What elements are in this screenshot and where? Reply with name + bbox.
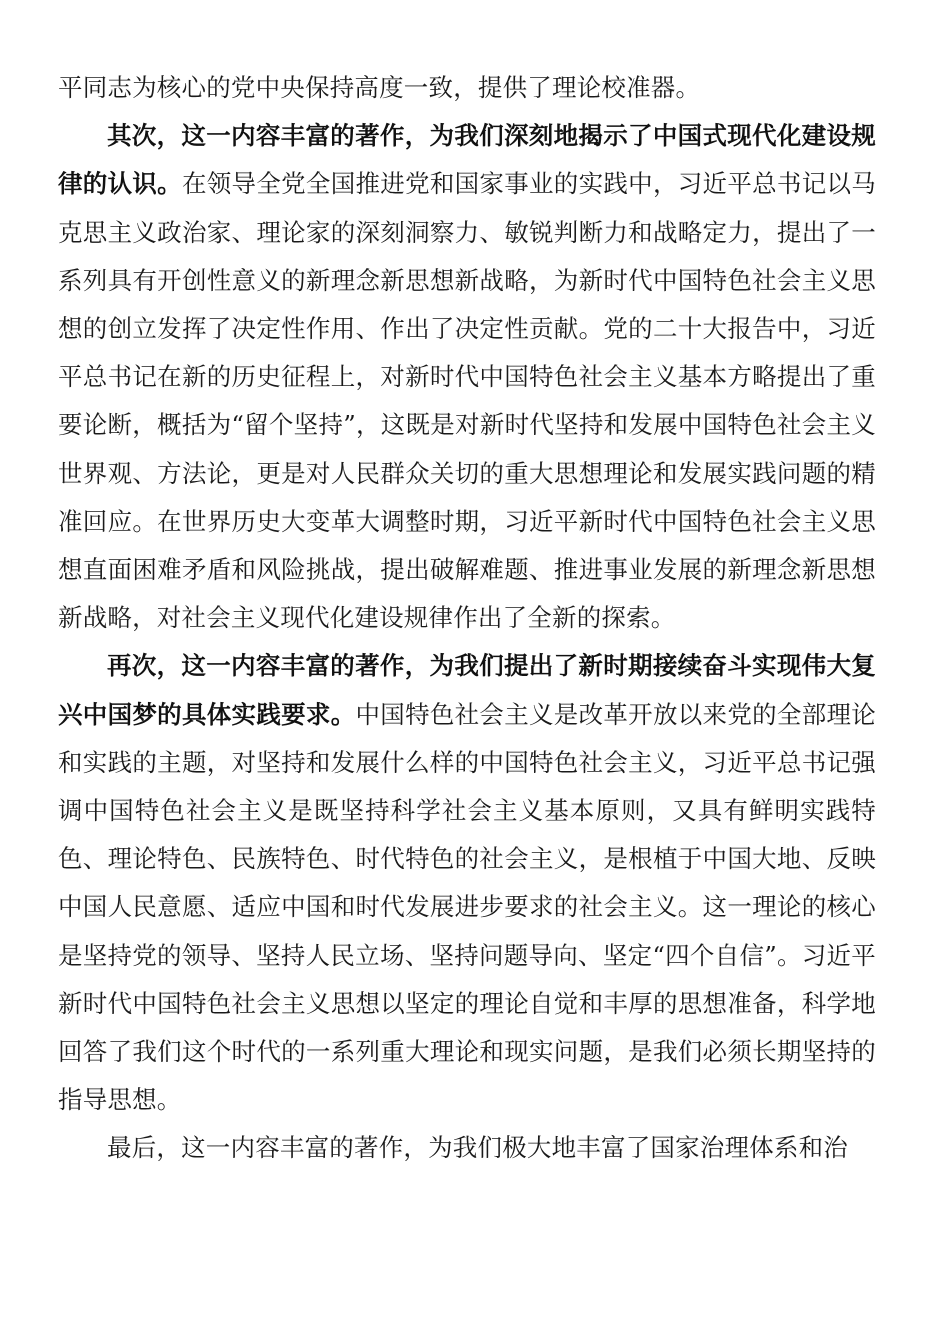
paragraph-text: 在领导全党全国推进党和国家事业的实践中，习近平总书记以马克思主义政治家、理论家的深刻洞察力、敏锐判断力和战略定力，提出了一系列具有开创性意义的新理念新思想新战略，为新时代中国特色社会主义思想的创立发挥了决定性作用、作出了决定性贡献。党的二十大报告中，习近平总书记在新的历史征程上，对新时代中国特色社会主义基本方略提出了重要论断，概括为“留个坚持”，这既是对新时代坚持和发展中国特色社会主义世界观、方法论，更是对人民群众关切的重大思想理论和发展实践问题的精准回应。在世界历史大变革大调整时期，习近平新时代中国特色社会主义思想直面困难矛盾和风险挑战，提出破解难题、推进事业发展的新理念新思想新战略，对社会主义现代化建设规律作出了全新的探索。 (58, 169, 876, 633)
paragraph-thirdly (58, 642, 876, 1124)
document-body (58, 64, 876, 1173)
paragraph-secondly (58, 112, 876, 642)
paragraph-lead-sentence: 其次，这一内容丰富的著作，为我们深刻地揭示了中国式现代化建设规律的认识。 (58, 121, 876, 199)
paragraph-text: 最后，这一内容丰富的著作，为我们极大地丰富了国家治理体系和治 (107, 1133, 848, 1163)
paragraph-lead-sentence: 再次，这一内容丰富的著作，为我们提出了新时期接续奋斗实现伟大复兴中国梦的具体实践要求。 (58, 651, 876, 729)
paragraph-continuation (58, 64, 876, 112)
paragraph-finally (58, 1124, 876, 1172)
paragraph-text: 中国特色社会主义是改革开放以来党的全部理论和实践的主题，对坚持和发展什么样的中国特色社会主义，习近平总书记强调中国特色社会主义是既坚持科学社会主义基本原则，又具有鲜明实践特色、理论特色、民族特色、时代特色的社会主义，是根植于中国大地、反映中国人民意愿、适应中国和时代发展进步要求的社会主义。这一理论的核心是坚持党的领导、坚持人民立场、坚持问题导向、坚定“四个自信”。习近平新时代中国特色社会主义思想以坚定的理论自觉和丰厚的思想准备，科学地回答了我们这个时代的一系列重大理论和现实问题，是我们必须长期坚持的指导思想。 (58, 699, 876, 1115)
paragraph-text: 平同志为核心的党中央保持高度一致，提供了理论校准器。 (58, 73, 701, 102)
